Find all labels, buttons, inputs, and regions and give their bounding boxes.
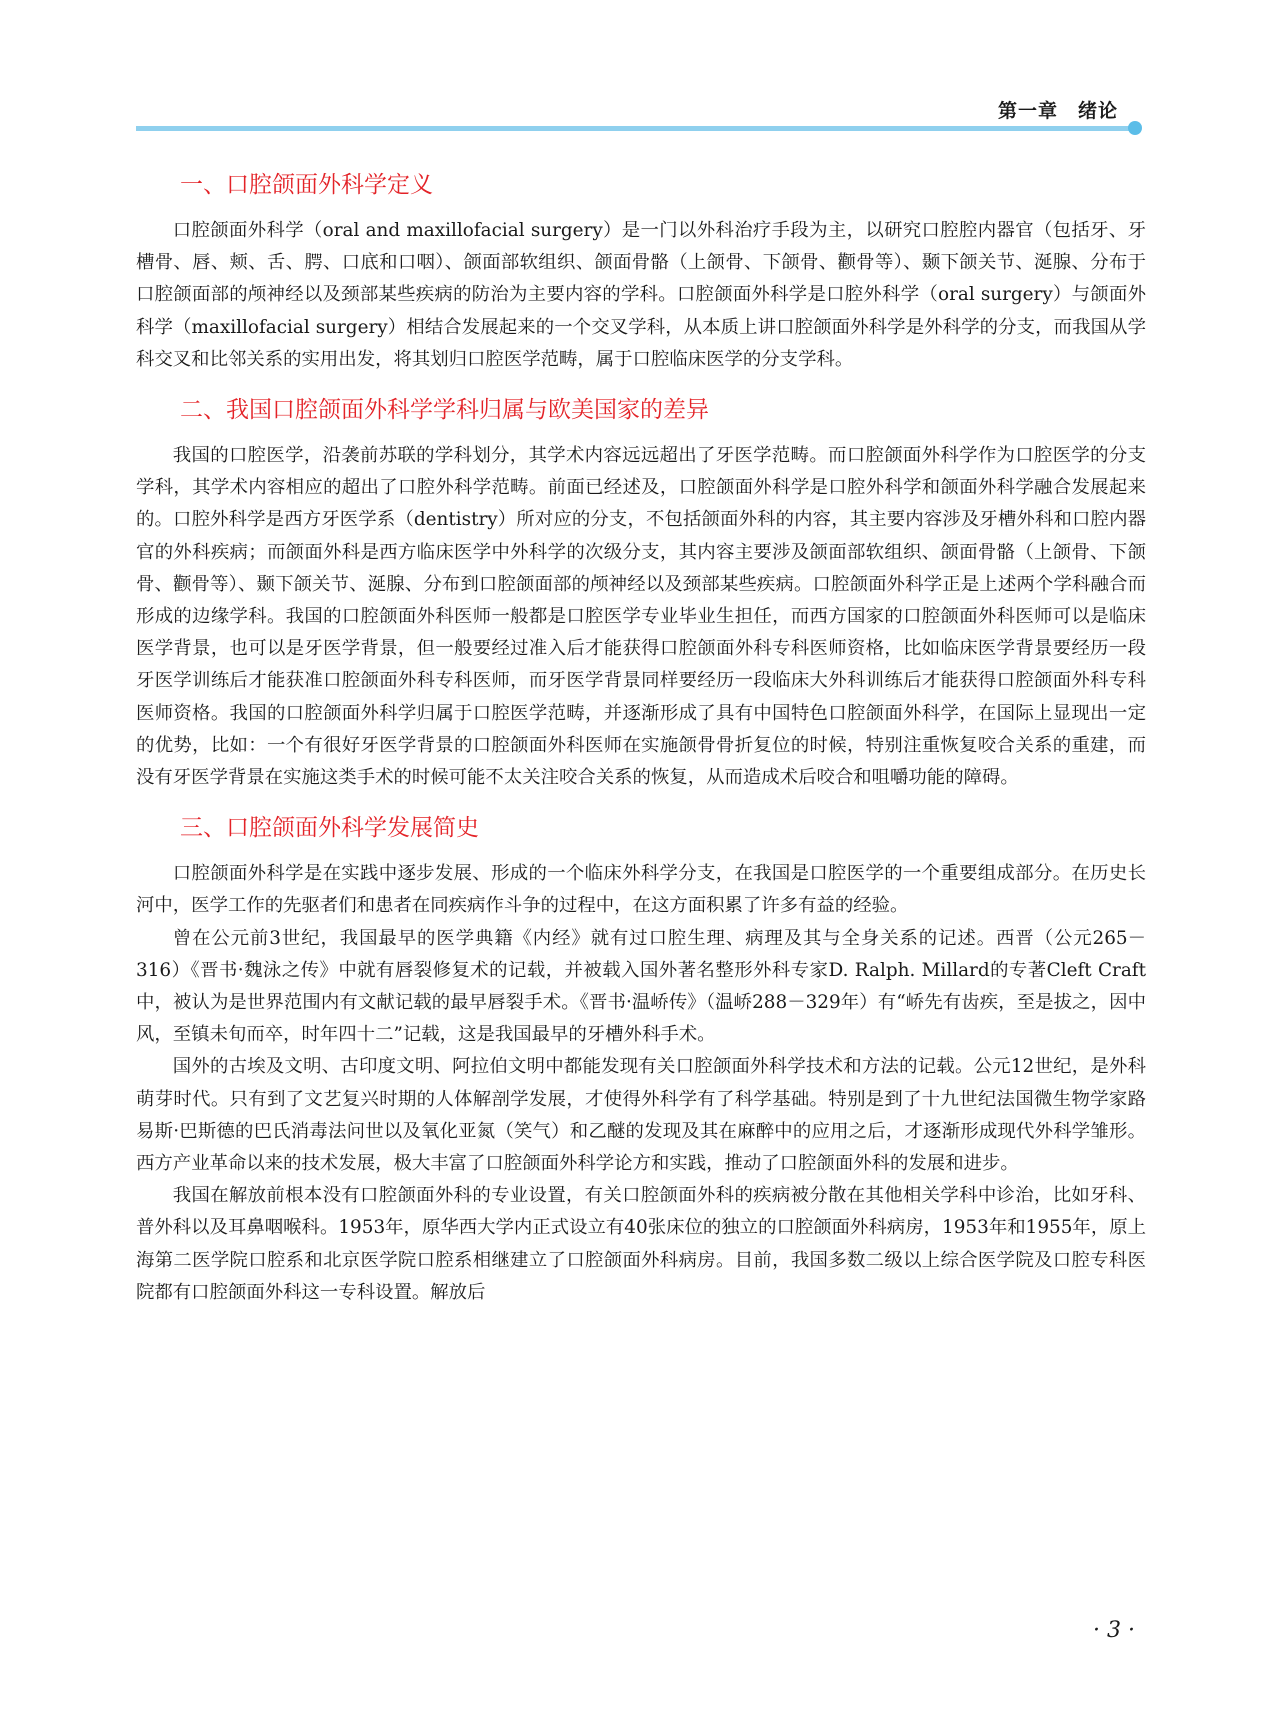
paragraph: 我国在解放前根本没有口腔颌面外科的专业设置，有关口腔颌面外科的疾病被分散在其他相关学科中诊治，比如牙科、普外科以及耳鼻咽喉科。1953年，原华西大学内正式设立有40张床位的独立的口腔颌面外科病房，1953年和1955年，原上海第二医学院口腔系和北京医学院口腔系相继建立了口腔颌面外科病房。目前，我国多数二级以上综合医学院及口腔专科医院都有口腔颌面外科这一专科设置。解放后 — [136, 1185, 1146, 1303]
section-title-definition: 一、口腔颌面外科学定义 — [180, 172, 433, 198]
section-title-discipline-difference: 二、我国口腔颌面外科学学科归属与欧美国家的差异 — [180, 397, 709, 424]
header-rule — [136, 126, 1132, 131]
page-body — [136, 165, 1146, 1309]
paragraph: 曾在公元前3世纪，我国最早的医学典籍《内经》就有过口腔生理、病理及其与全身关系的记述。西晋（公元265－316）《晋书·魏泳之传》中就有唇裂修复术的记载，并被载入国外著名整形外科专家D. Ralph. Millard的专著Cleft Craft中，被认为是世界范围内有文献记载的最早唇裂手术。《晋书·温峤传》（温峤288－329年）有“峤先有齿疾，至是拔之，因中风，至镇未旬而卒，时年四十二”记载，这是我国最早的牙槽外科手术。 — [136, 927, 1146, 1046]
running-header — [136, 96, 1136, 126]
header-rule-dot — [1128, 121, 1142, 135]
page-number: · 3 · — [1093, 1618, 1135, 1643]
paragraph: 我国的口腔医学，沿袭前苏联的学科划分，其学术内容远远超出了牙医学范畴。而口腔颌面外科学作为口腔医学的分支学科，其学术内容相应的超出了口腔外科学范畴。前面已经述及，口腔颌面外科学是口腔外科学和颌面外科学融合发展起来的。口腔外科学是西方牙医学系（dentistry）所对应的分支，不包括颌面外科的内容，其主要内容涉及牙槽外科和口腔内器官的外科疾病；而颌面外科是西方临床医学中外科学的次级分支，其内容主要涉及颌面部软组织、颌面骨骼（上颌骨、下颌骨、颧骨等）、颞下颌关节、涎腺、分布到口腔颌面部的颅神经以及颈部某些疾病。口腔颌面外科学正是上述两个学科融合而形成的边缘学科。我国的口腔颌面外科医师一般都是口腔医学专业毕业生担任，而西方国家的口腔颌面外科医师可以是临床医学背景，也可以是牙医学背景，但一般要经过准入后才能获得口腔颌面外科专科医师资格，比如临床医学背景要经历一段牙医学训练后才能获准口腔颌面外科专科医师，而牙医学背景同样要经历一段临床大外科训练后才能获得口腔颌面外科专科医师资格。我国的口腔颌面外科学归属于口腔医学范畴，并逐渐形成了具有中国特色口腔颌面外科学，在国际上显现出一定的优势，比如：一个有很好牙医学背景的口腔颌面外科医师在实施颌骨骨折复位的时候，特别注重恢复咬合关系的重建，而没有牙医学背景在实施这类手术的时候可能不太关注咬合关系的恢复，从而造成术后咬合和咀嚼功能的障碍。 — [136, 445, 1146, 789]
chapter-title: 第一章 绪论 — [997, 100, 1118, 122]
paragraph: 口腔颌面外科学（oral and maxillofacial surgery）是一门以外科治疗手段为主，以研究口腔腔内器官（包括牙、牙槽骨、唇、颊、舌、腭、口底和口咽）、颌面部软组织、颌面骨骼（上颌骨、下颌骨、颧骨等）、颞下颌关节、涎腺、分布于口腔颌面部的颅神经以及颈部某些疾病的防治为主要内容的学科。口腔颌面外科学是口腔外科学（oral surgery）与颌面外科学（maxillofacial surgery）相结合发展起来的一个交叉学科，从本质上讲口腔颌面外科学是外科学的分支，而我国从学科交叉和比邻关系的实用出发，将其划归口腔医学范畴，属于口腔临床医学的分支学科。 — [136, 220, 1146, 370]
paragraph: 国外的古埃及文明、古印度文明、阿拉伯文明中都能发现有关口腔颌面外科学技术和方法的记载。公元12世纪，是外科萌芽时代。只有到了文艺复兴时期的人体解剖学发展，才使得外科学有了科学基础。特别是到了十九世纪法国微生物学家路易斯·巴斯德的巴氏消毒法问世以及氧化亚氮（笑气）和乙醚的发现及其在麻醉中的应用之后，才逐渐形成现代外科学雏形。西方产业革命以来的技术发展，极大丰富了口腔颌面外科学论方和实践，推动了口腔颌面外科的发展和进步。 — [136, 1056, 1146, 1175]
paragraph: 口腔颌面外科学是在实践中逐步发展、形成的一个临床外科学分支，在我国是口腔医学的一个重要组成部分。在历史长河中，医学工作的先驱者们和患者在同疾病作斗争的过程中，在这方面积累了许多有益的经验。 — [136, 863, 1146, 917]
section-title-history: 三、口腔颌面外科学发展简史 — [180, 815, 479, 842]
